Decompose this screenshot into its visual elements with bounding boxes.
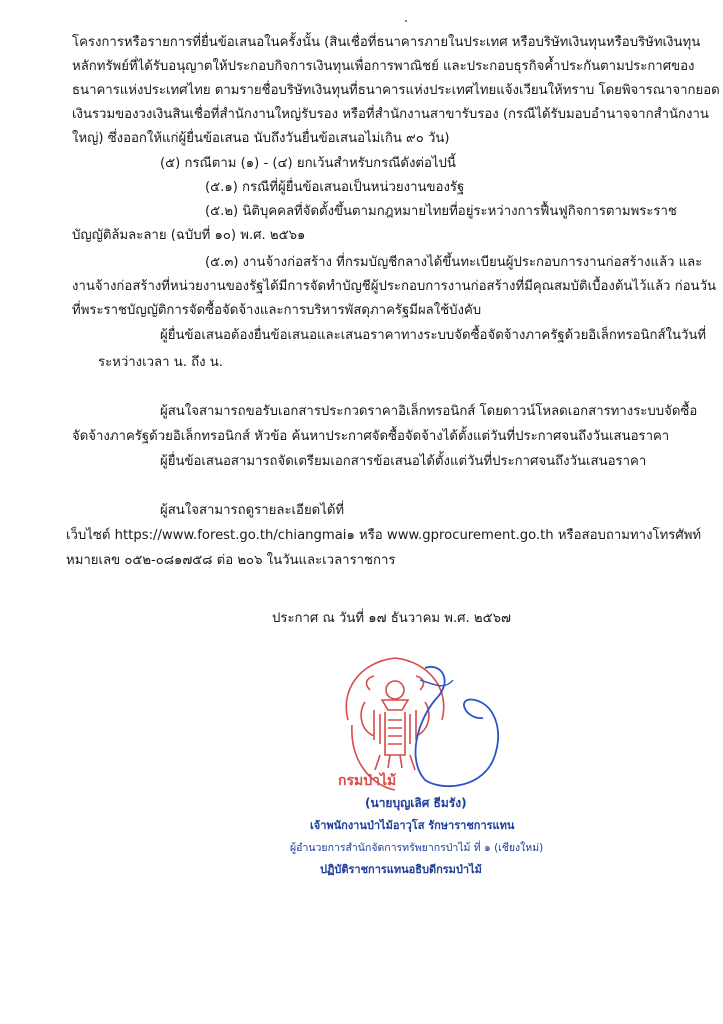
phone-line: หมายเลข ๐๕๒-๐๘๑๗๕๘ ต่อ ๒๐๖ ในวันและเวลาราชการ [66,553,396,568]
body-line: โครงการหรือรายการที่ยื่นข้อเสนอในครั้งนั้น (สินเชื่อที่ธนาคารภายในประเทศ หรือบริษัทเงินทุนหรือบริษัทเงินทุน [72,35,701,50]
details-intro: ผู้สนใจสามารถดูรายละเอียดได้ที่ [160,503,345,518]
announcement-date: ประกาศ ณ วันที่ ๑๗ ธันวาคม พ.ศ. ๒๕๖๗ [272,611,511,626]
signatory-position: ผู้อำนวยการสำนักจัดการทรัพยากรป่าไม้ ที่ ๑ (เชียงใหม่) [290,842,544,854]
clause-5: (๕) กรณีตาม (๑) - (๔) ยกเว้นสำหรับกรณีดังต่อไปนี้ [160,156,456,171]
submission-time: ระหว่างเวลา น. ถึง น. [98,355,223,370]
clause-5-2-cont: บัญญัติล้มละลาย (ฉบับที่ ๑๐) พ.ศ. ๒๕๖๑ [72,228,306,243]
submission-text: ผู้ยื่นข้อเสนอต้องยื่นข้อเสนอและเสนอราคาทางระบบจัดซื้อจัดจ้างภาครัฐด้วยอิเล็กทรอนิกส์ในวันที่ [160,328,707,343]
handwritten-signature-icon [395,660,515,795]
clause-5-3-cont: ที่พระราชบัญญัติการจัดซื้อจัดจ้างและการบริหารพัสดุภาครัฐมีผลใช้บังคับ [72,303,482,318]
document-prep: ผู้ยื่นข้อเสนอสามารถจัดเตรียมเอกสารข้อเสนอได้ตั้งแต่วันที่ประกาศจนถึงวันเสนอราคา [160,454,647,469]
page-mark [405,20,407,22]
document-info: ผู้สนใจสามารถขอรับเอกสารประกวดราคาอิเล็กทรอนิกส์ โดยดาวน์โหลดเอกสารทางระบบจัดซื้อ [160,404,698,419]
signatory-position: ปฏิบัติราชการแทนอธิบดีกรมป่าไม้ [320,863,482,876]
clause-5-3-cont: งานจ้างก่อสร้างที่หน่วยงานของรัฐได้มีการจัดทำบัญชีผู้ประกอบการงานก่อสร้างที่มีคุณสมบัติเบื้องต้นไว้แล้ว ก่อนวัน [72,279,716,294]
document-info-cont: จัดจ้างภาครัฐด้วยอิเล็กทรอนิกส์ หัวข้อ ค้นหาประกาศจัดซื้อจัดจ้างได้ตั้งแต่วันที่ประกาศจนถึงวันเสนอราคา [72,429,670,444]
clause-5-3: (๕.๓) งานจ้างก่อสร้าง ที่กรมบัญชีกลางได้ขึ้นทะเบียนผู้ประกอบการงานก่อสร้างแล้ว และ [205,255,703,270]
body-line: ใหญ่) ซึ่งออกให้แก่ผู้ยื่นข้อเสนอ นับถึงวันยื่นข้อเสนอไม่เกิน ๙๐ วัน) [72,131,450,146]
stamp-text: กรมป่าไม้ [338,773,397,789]
website-line: เว็บไซต์ https://www.forest.go.th/chiangmai๑ หรือ www.gprocurement.go.th หรือสอบถามทางโทรศัพท์ [66,528,702,543]
clause-5-1: (๕.๑) กรณีที่ผู้ยื่นข้อเสนอเป็นหน่วยงานของรัฐ [205,180,465,195]
signatory-name: (นายบุญเลิศ ธีมรัง) [365,796,467,810]
clause-5-2: (๕.๒) นิติบุคคลที่จัดตั้งขึ้นตามกฎหมายไทยที่อยู่ระหว่างการฟื้นฟูกิจการตามพระราช [205,204,677,219]
signatory-position: เจ้าพนักงานป่าไม้อาวุโส รักษาราชการแทน [310,819,515,832]
body-line: เงินรวมของวงเงินสินเชื่อที่สำนักงานใหญ่รับรอง หรือที่สำนักงานสาขารับรอง (กรณีได้รับมอบอำนาจจากสำนักงาน [72,107,709,122]
body-line: ธนาคารแห่งประเทศไทย ตามรายชื่อบริษัทเงินทุนที่ธนาคารแห่งประเทศไทยแจ้งเวียนให้ทราบ โดยพิจารณาจากยอด [72,83,720,98]
body-line: หลักทรัพย์ที่ได้รับอนุญาตให้ประกอบกิจการเงินทุนเพื่อการพาณิชย์ และประกอบธุรกิจค้ำประกันตามประกาศของ [72,59,695,74]
